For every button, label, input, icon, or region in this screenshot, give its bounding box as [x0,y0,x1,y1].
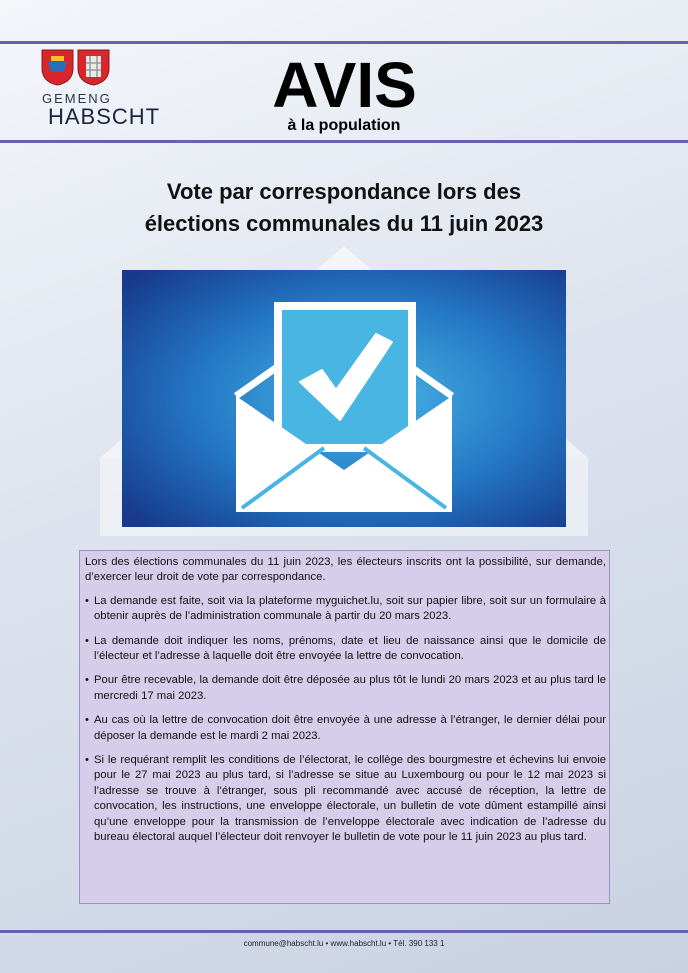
top-divider [0,41,688,44]
list-item-text: La demande est faite, soit via la plateforme myguichet.lu, soit sur papier libre, soit sur un formulaire à obtenir auprès de l’administration communale à partir du 20 mars 2023. [94,594,606,623]
headline-line-2: élections communales du 11 juin 2023 [144,211,544,236]
logo-gemeng-text: GEMENG [42,91,112,106]
bullet-icon: • [85,754,89,767]
footer-contact: commune@habscht.lu • www.habscht.lu • Tél. 390 133 1 [243,939,445,948]
bullet-icon: • [85,674,89,687]
envelope-checkmark-icon [0,240,688,550]
list-item-text: Pour être recevable, la demande doit être déposée au plus tôt le lundi 20 mars 2023 et au plus tard le mercredi 17 mai 2023. [94,674,606,702]
list-item-text: La demande doit indiquer les noms, prénoms, date et lieu de naissance ainsi que le domicile de l’électeur et l’adresse à laquelle doit être envoyée la lettre de convocation. [94,634,606,663]
list-item [85,634,606,665]
bullet-icon: • [85,714,89,727]
list-item-text: Au cas où la lettre de convocation doit être envoyée à une adresse à l’étranger, le dernier délai pour déposer la demande est le mardi 2 mai 2023. [94,714,606,742]
intro-paragraph: Lors des élections communales du 11 juin 2023, les électeurs inscrits ont la possibilité, sur demande, d’exercer leur droit de vote par correspondance. [85,556,606,584]
page-title: AVIS [272,49,417,121]
commune-logo [40,48,160,128]
headline [80,176,608,240]
list-item [85,753,606,845]
bullet-icon: • [85,634,89,647]
coat-of-arms-icon [40,48,112,86]
list-item [85,713,606,744]
bullet-icon: • [85,594,89,607]
list-item [85,673,606,704]
logo-habscht-text: HABSCHT [48,104,161,129]
headline-line-1: Vote par correspondance lors des [166,179,522,204]
information-box [79,550,610,904]
page-subtitle: à la population [287,117,401,134]
requirements-list [85,594,606,846]
footer-divider [0,930,688,933]
header-divider [0,140,688,143]
list-item-text: Si le requérant remplit les conditions de l’électorat, le collège des bourgmestre et échevins lui envoie pour le 27 mai 2023 au plus tard, si l’adresse se situe au Luxembourg ou pour le 12 mai 2023 si l’adresse se trouve à l’étranger, sous pli recommandé avec accusé de réception, la lettre de convocation, les instructions, une enveloppe électorale, un bulletin de vote dûment estampillé ainsi qu’une enveloppe pour la transmission de l’enveloppe électorale avec indication de l’adresse du bureau électoral auquel l’électeur doit renvoyer le bulletin de vote pour le 11 juin 2023 au plus tard. [94,754,606,844]
list-item [85,594,606,625]
